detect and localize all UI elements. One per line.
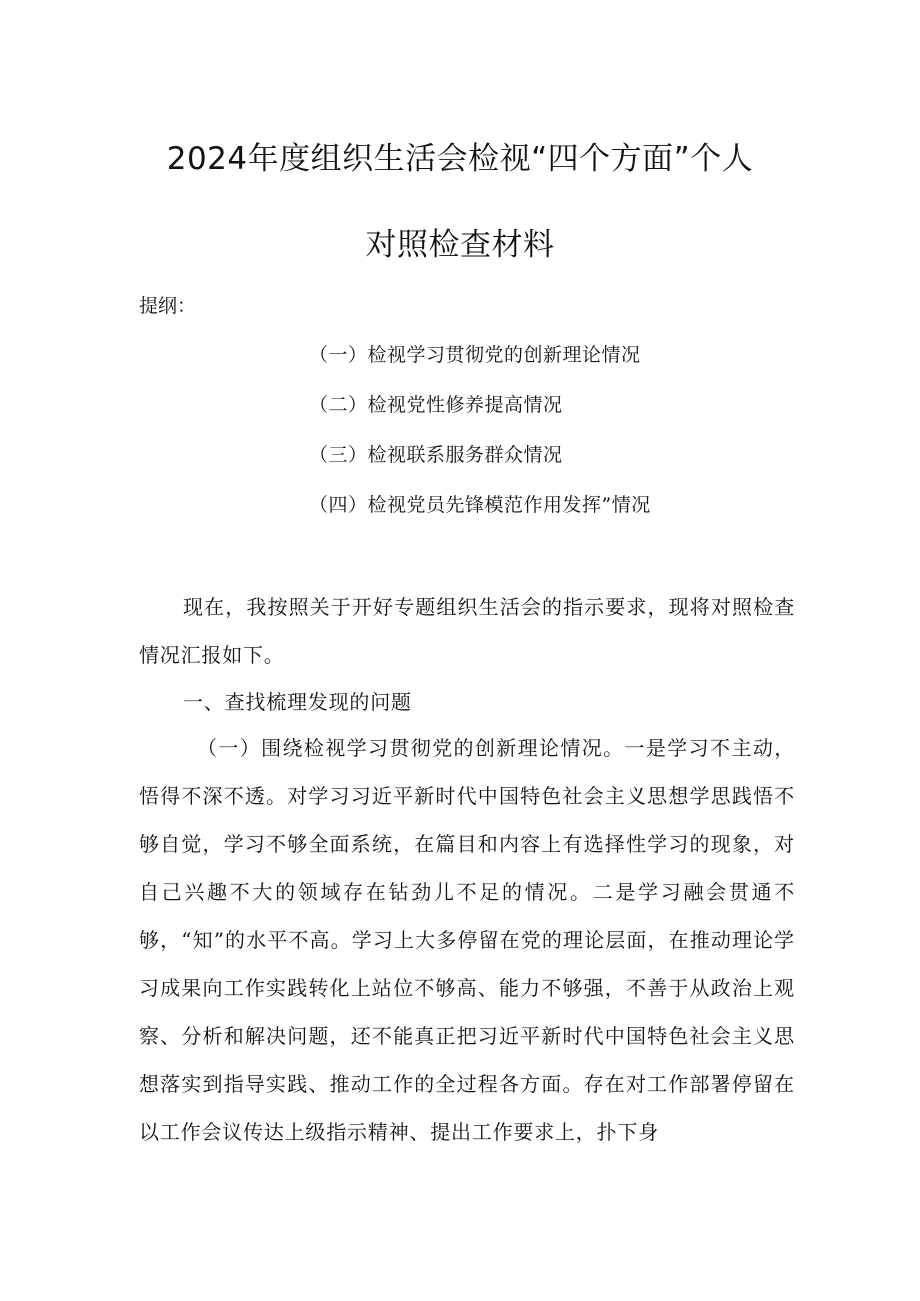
outline-label: 提纲： xyxy=(139,295,197,317)
outline-item-3: （三）检视联系服务群众情况 xyxy=(309,444,563,466)
outline-item-4: （四）检视党员先锋模范作用发挥”情况 xyxy=(309,494,651,516)
section-1-heading: 一、查找梳理发现的问题 xyxy=(183,690,412,714)
document-title-line-2: 对照检查材料 xyxy=(365,227,555,263)
outline-list xyxy=(309,341,651,541)
section-1-paragraph: （一）围绕检视学习贯彻党的创新理论情况。一是学习不主动，悟得不深不透。对学习习近平新时代中国特色社会主义思想学思践悟不够自觉，学习不够全面系统，在篇目和内容上有选择性学习的现象，对自己兴趣不大的领域存在钻劲儿不足的情况。二是学习融会贯通不够，“知”的水平不高。学习上大多停留在党的理论层面，在推动理论学习成果向工作实践转化上站位不够高、能力不够强，不善于从政治上观察、分析和解决问题，还不能真正把习近平新时代中国特色社会主义思想落实到指导实践、推动工作的全过程各方面。存在对工作部署停留在以工作会议传达上级指示精神、提出工作要求上，扑下身 xyxy=(139,736,795,1144)
document-title-line-1: 2024年度组织生活会检视“四个方面”个人 xyxy=(166,141,754,177)
outline-item-2: （二）检视党性修养提高情况 xyxy=(309,394,563,416)
intro-paragraph: 现在，我按照关于开好专题组织生活会的指示要求，现将对照检查情况汇报如下。 xyxy=(139,595,795,667)
outline-item-1: （一）检视学习贯彻党的创新理论情况 xyxy=(309,344,641,366)
